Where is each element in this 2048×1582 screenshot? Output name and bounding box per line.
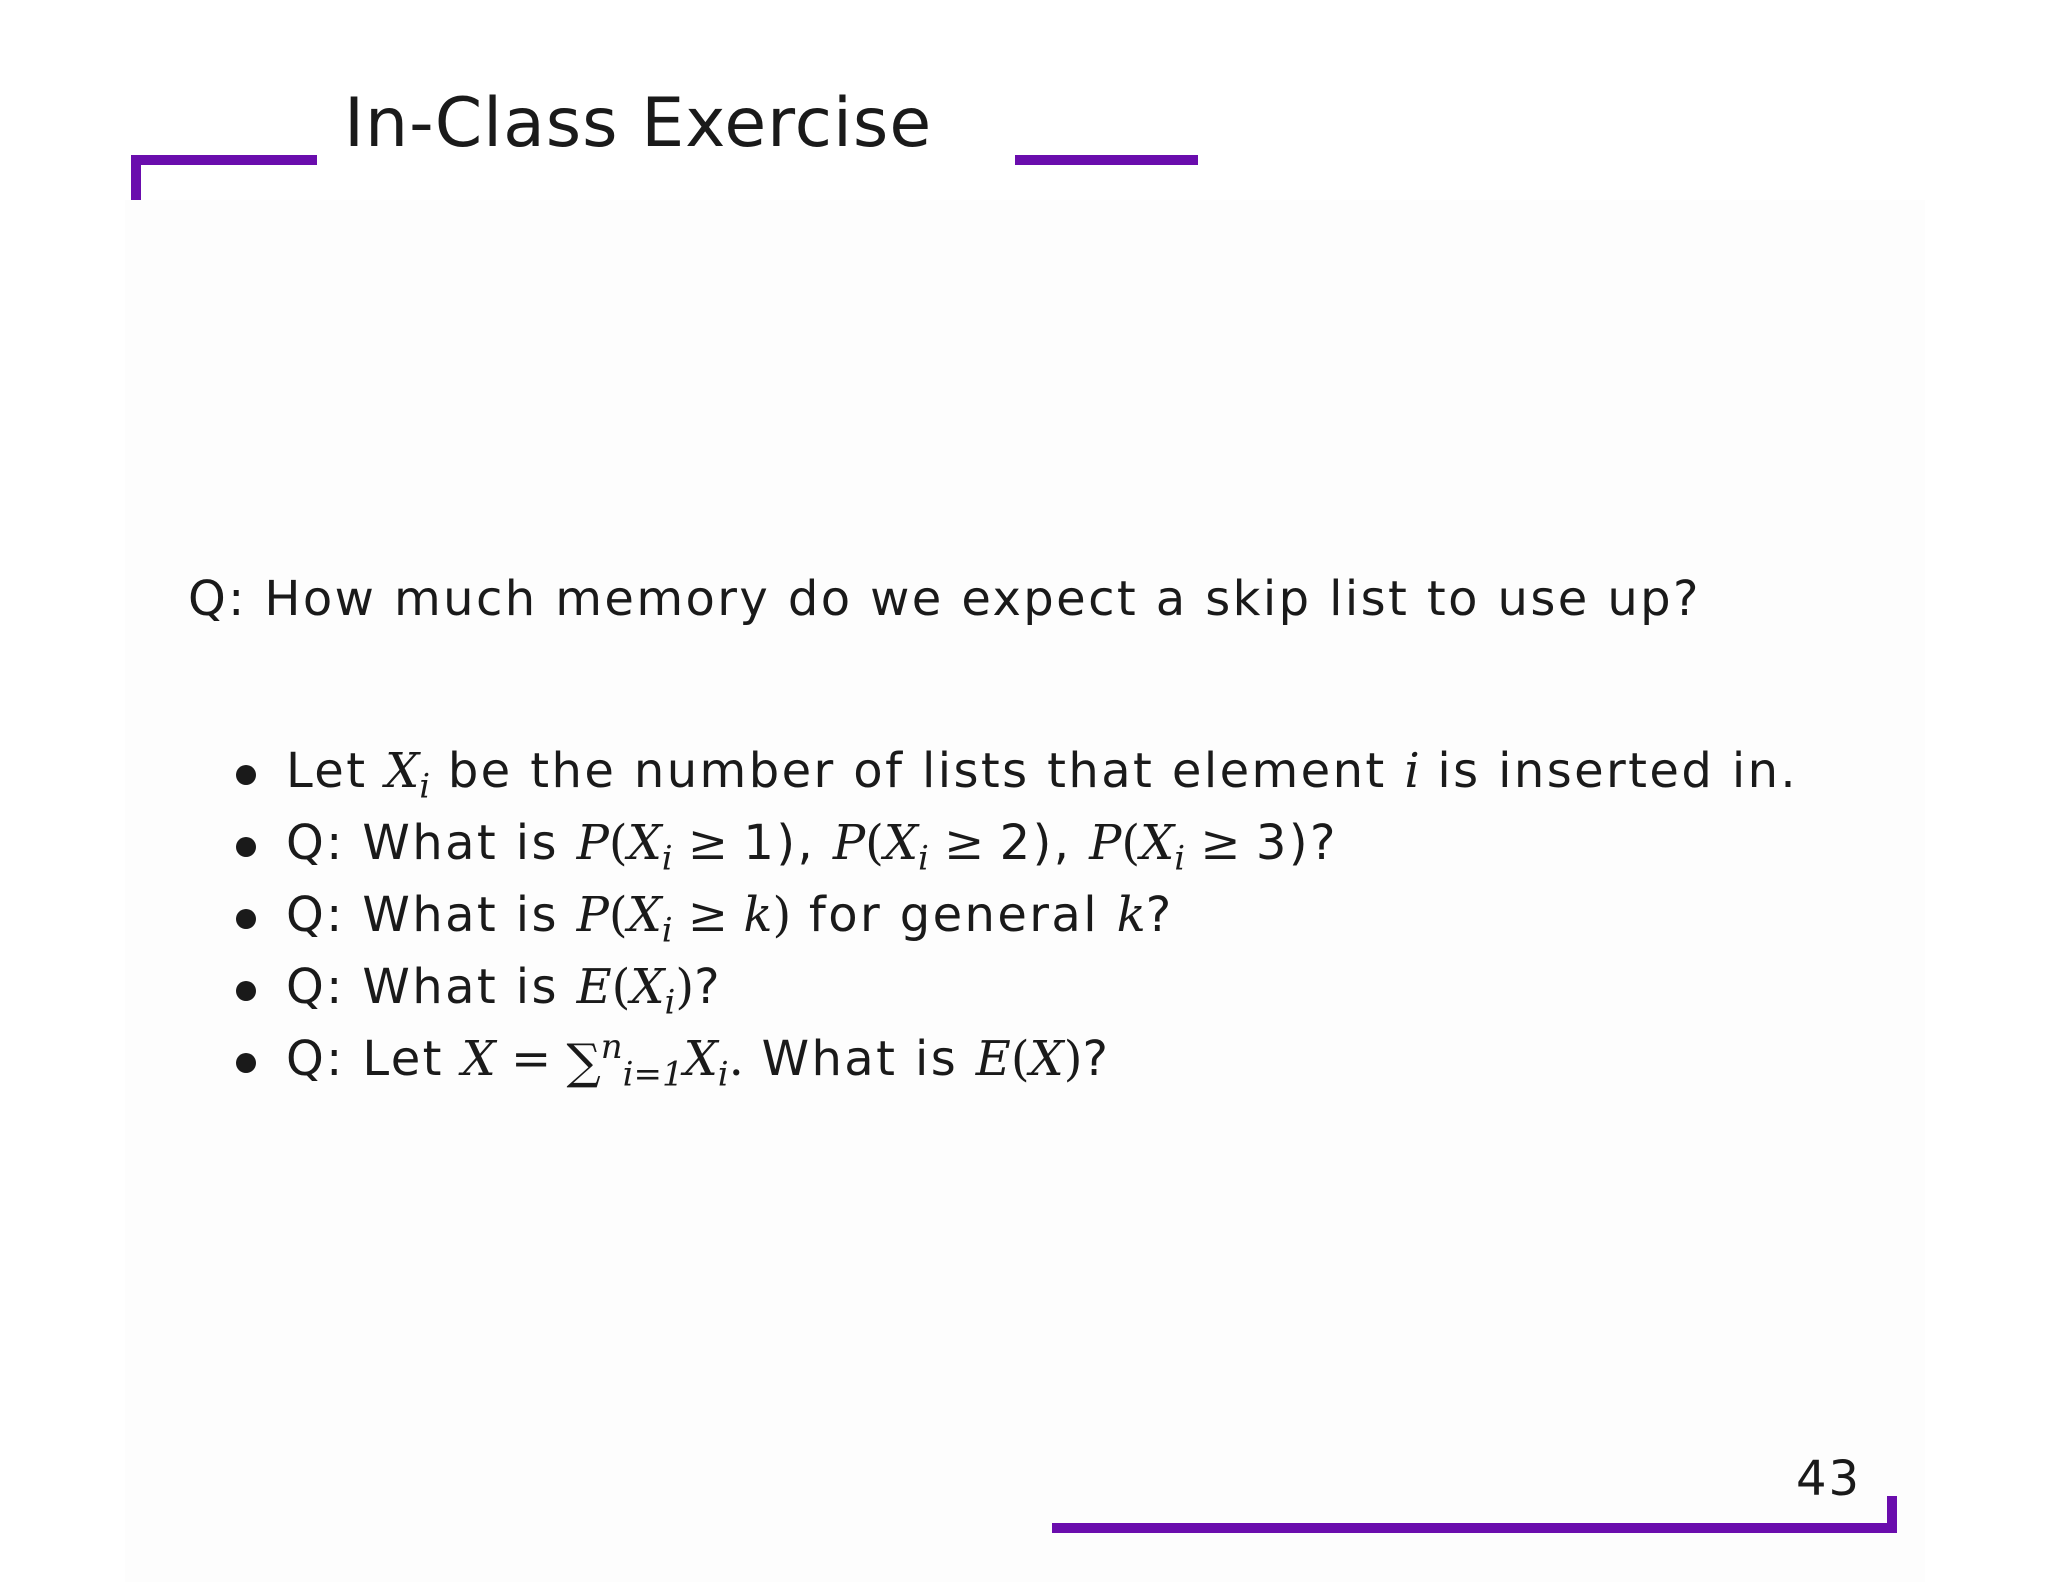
math-subscript-i: i (918, 838, 929, 879)
math-subscript-i: i (419, 766, 431, 807)
summation-icon: ∑ (566, 1034, 601, 1090)
title-rule-right (1015, 155, 1198, 165)
math-paren: ) (1288, 815, 1310, 871)
math-subscript-i: i (1174, 838, 1186, 879)
bullet-item-3 (232, 879, 1798, 951)
math-paren: ) (1063, 1031, 1083, 1087)
math-value: 3 (1255, 815, 1289, 871)
bullet-dot-icon (236, 981, 256, 1001)
bullet-item-4 (232, 951, 1798, 1023)
math-sum-upper: n (600, 1027, 623, 1067)
math-paren: ) (675, 959, 695, 1015)
bullet-text: Q: What is (286, 959, 577, 1015)
math-var-X: X (461, 1031, 496, 1087)
math-var-X: X (883, 815, 919, 871)
math-var-k: k (1116, 887, 1146, 943)
footer-rule (1052, 1523, 1897, 1533)
math-var-k: k (743, 887, 773, 943)
math-value: 1 (743, 815, 777, 871)
math-var-X: X (385, 743, 420, 799)
bullet-text: ? (694, 959, 723, 1015)
math-var-i: i (1404, 743, 1420, 799)
math-paren: ( (608, 887, 628, 943)
bullet-text: Q: What is (286, 815, 577, 871)
math-var-P: P (1089, 815, 1122, 871)
slide-title: In-Class Exercise (344, 84, 933, 163)
math-var-X: X (1029, 1031, 1064, 1087)
bullet-text: Q: What is (286, 887, 577, 943)
math-sum-lower: i=1 (622, 1054, 684, 1095)
math-var-X: X (683, 1031, 718, 1087)
math-var-X: X (627, 815, 662, 871)
math-subscript-i: i (661, 910, 673, 951)
math-value: 2 (999, 815, 1033, 871)
math-paren: ) (1032, 815, 1054, 871)
title-rule-left (131, 155, 317, 165)
math-geq: ≥ (928, 815, 1000, 871)
bullet-item-2 (232, 807, 1798, 879)
bullet-text: ? (1082, 1031, 1111, 1087)
math-paren: ( (608, 815, 628, 871)
math-var-P: P (832, 815, 866, 871)
bullet-text: for general (791, 887, 1117, 943)
page-number: 43 (1796, 1451, 1862, 1507)
math-period: . (728, 1031, 744, 1087)
bullet-dot-icon (236, 765, 256, 785)
main-question: Q: How much memory do we expect a skip list to use up? (188, 571, 1701, 627)
bullet-item-1 (232, 735, 1798, 807)
math-paren: ( (1121, 815, 1141, 871)
math-var-X: X (630, 959, 665, 1015)
math-var-P: P (576, 887, 609, 943)
bullet-dot-icon (236, 837, 256, 857)
bullet-text: Let (286, 743, 386, 799)
bullet-text: ? (1309, 815, 1338, 871)
title-rule-left-tick (131, 155, 141, 200)
bullet-text: , (797, 815, 833, 871)
math-geq: ≥ (1185, 815, 1256, 871)
bullet-dot-icon (236, 909, 256, 929)
math-paren: ( (865, 815, 884, 871)
math-subscript-i: i (661, 838, 673, 879)
bullet-text: What is (743, 1031, 976, 1087)
math-var-E: E (975, 1031, 1011, 1087)
math-paren: ( (1010, 1031, 1030, 1087)
math-paren: ) (772, 887, 792, 943)
bullet-text: , (1053, 815, 1090, 871)
math-paren: ( (611, 959, 631, 1015)
math-equals: = (495, 1031, 567, 1087)
math-geq: ≥ (672, 887, 744, 943)
math-paren: ) (776, 815, 798, 871)
math-var-X: X (627, 887, 662, 943)
math-var-P: P (576, 815, 609, 871)
bullet-text: be the number of lists that element (430, 743, 1405, 799)
bullet-dot-icon (236, 1053, 256, 1073)
bullet-item-5 (232, 1023, 1798, 1095)
bullet-text: ? (1145, 887, 1174, 943)
bullet-text: is inserted in. (1419, 743, 1799, 799)
math-subscript-i: i (664, 982, 676, 1023)
footer-rule-tick (1887, 1496, 1897, 1533)
math-var-X: X (1140, 815, 1175, 871)
math-geq: ≥ (672, 815, 744, 871)
bullet-text: Q: Let (286, 1031, 462, 1087)
bullet-list (232, 735, 1798, 1095)
math-var-E: E (576, 959, 612, 1015)
math-subscript-i: i (717, 1054, 729, 1095)
